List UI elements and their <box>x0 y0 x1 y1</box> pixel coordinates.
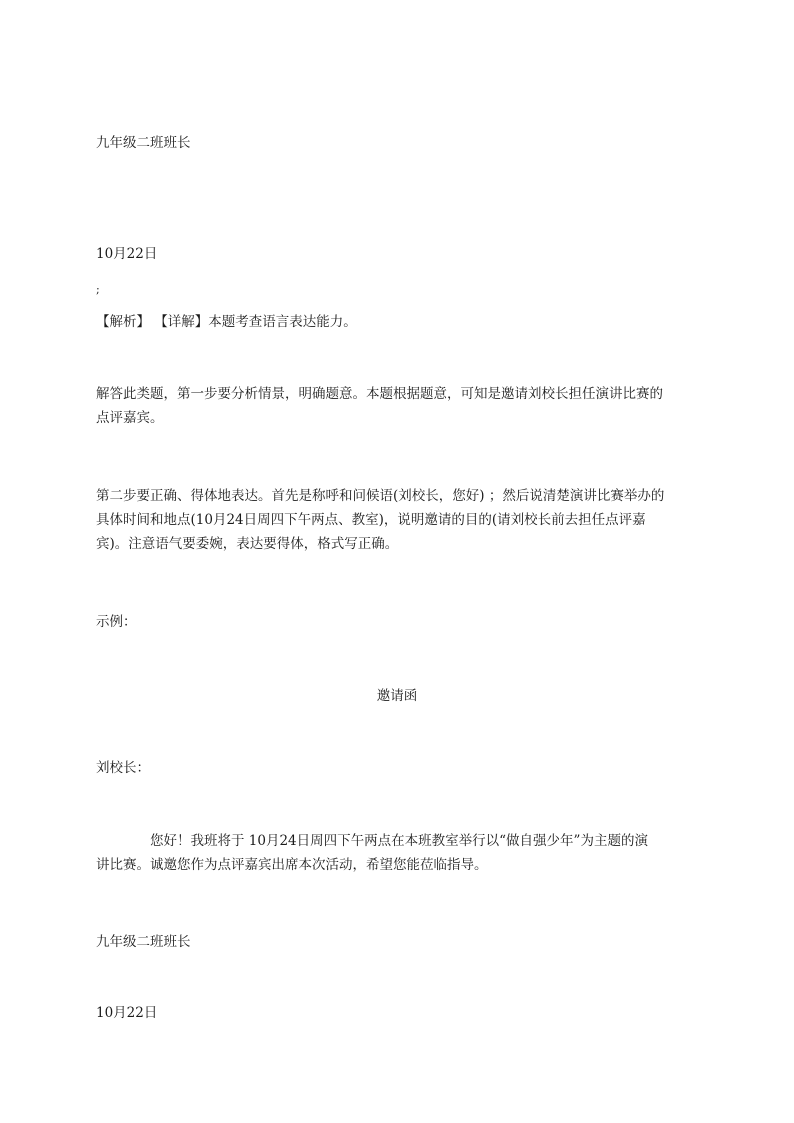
analysis-step-1 <box>96 382 696 430</box>
letter-signer: 九年级二班班长 <box>96 934 191 950</box>
letter-title: 邀请函 <box>376 688 418 704</box>
letter-salutation: 刘校长： <box>96 760 150 776</box>
top-signer-name: 九年级二班班长 <box>96 135 191 151</box>
analysis-step-2-line: 具体时间和地点(10月24日周四下午两点、教室)，说明邀请的目的(请刘校长前去担任点评嘉 <box>96 512 646 528</box>
analysis-step-1-line: 点评嘉宾。 <box>96 410 164 426</box>
example-label: 示例： <box>96 614 137 630</box>
analysis-step-2 <box>96 484 696 556</box>
analysis-step-2-line: 宾)。注意语气要委婉，表达要得体，格式写正确。 <box>96 536 399 552</box>
separator-mark: ; <box>96 283 100 296</box>
letter-date: 10月22日 <box>96 1005 158 1021</box>
analysis-step-1-line: 解答此类题，第一步要分析情景，明确题意。本题根据题意，可知是邀请刘校长担任演讲比赛的 <box>96 386 663 402</box>
analysis-step-2-line: 第二步要正确、得体地表达。首先是称呼和问候语(刘校长，您好) ；然后说清楚演讲比赛举办的 <box>96 488 665 504</box>
letter-body <box>96 829 696 877</box>
top-signature-date: 10月22日 <box>96 246 158 262</box>
letter-body-line: 讲比赛。诚邀您作为点评嘉宾出席本次活动，希望您能莅临指导。 <box>96 857 488 873</box>
analysis-heading: 【解析】 【详解】本题考查语言表达能力。 <box>96 314 357 330</box>
letter-body-line: 您好！我班将于 10月24日周四下午两点在本班教室举行以“做自强少年”为主题的演 <box>150 833 648 849</box>
